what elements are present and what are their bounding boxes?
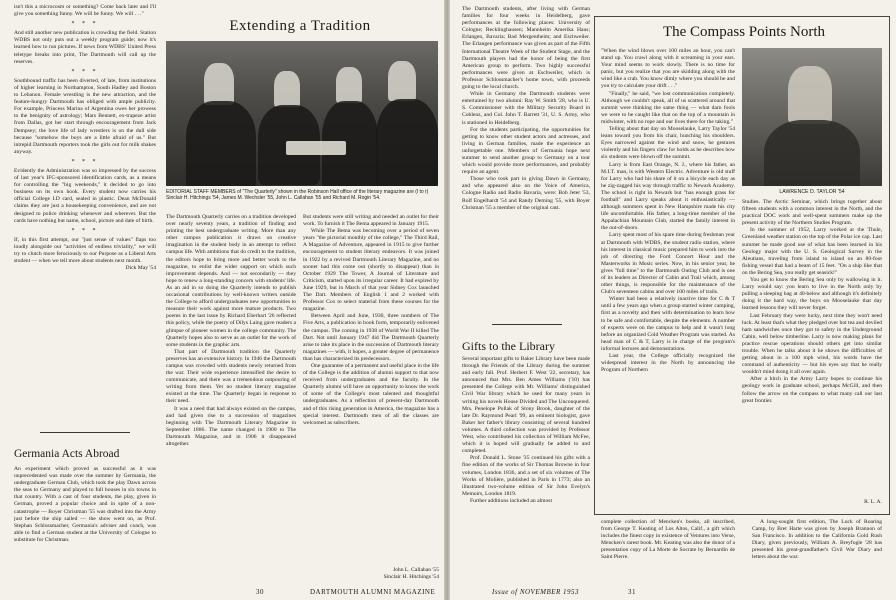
germania-continued-column [462,6,590,324]
extending-paragraph: That part of Dartmouth tradition the Quarterly preserves has an extensive history. In 1946 the Dartmouth campus was crowded with students newly returned from the war. Their wide experience intensified the desire to communicate, and there was a tremendous outpouring of writing from them. Yet no student literary magazine existed at the time. The Quarterly began in response to their need. [166,348,296,405]
gifts-paragraph: complete collection of Mencken's books, all inscribed, from George T. Keating of Los Altos, Calif., a gift which includes the finest copy in existence of Ventures into Verse, Mencken's rarest book. Mr. Keating was also the donor of a presentation copy of La Morte de Socrate by Bernardin de Saint Pierre. [601,519,735,561]
compass-paragraph: Winter had been a relatively inactive time for C & T until a few years ago when a group started winter camping, first as a novelty and then with determination to learn how to be safe and comfortable, despite the elements. A number of experts were on the campus to help and it wasn't long before an organized Cold Weather Program was started. As head man of C & T, Larry is in charge of the program's informal lectures and demonstrations. [601,296,735,352]
extending-signatures [303,567,439,583]
gifts-closing-column [752,519,882,581]
news-paragraph: isn't this a microcosm or something? Come back later and I'll give you something funny. We will be funny. We will . . ." [14,4,156,18]
section-separator: * * * [71,158,99,165]
germania-paragraph: Those who took part in giving Dawn in Germany, and who appeared also on the Voice of America, Cologne Radio and Radio Bavaria, were: Bob Jeter '53, Rolf Engelhardt '54 and Randy Deming '55, with Boyer Chrisman '55 a member of the original cast. [462,176,590,211]
page-number: 31 [628,588,636,596]
gifts-paragraph: Several important gifts to Baker Library have been made through the Friends of the Library during the summer and early fall. Prof. Herbert F. West '22, secretary, has announced that Mrs. Ben Ames Williams ('10) has presented the College with Mr. Williams' distinguished Civil War library which he used for many years in writing his novels House Divided and The Unconquered. Mrs. Penelope Pollak of Stony Brook, daughter of the late Dr. Raymond Pearl '99, an eminent biologist, gave Baker her father's library consisting of several hundred volumes. A third collection was provided by Professor West, who contributed his collection of William McFee, which it is hoped will gradually be added to and completed. [462,356,590,455]
germania-text: An experiment which proved as successful as it was unprecedented was made over the summer by Germania, the undergraduate German Club, which took the play Dawn across the seas to Germany and played to full houses in six towns in that country. With a cast of four students, the play, given in German, proved a popular choice and in spite of a non-catastrophe — Boyer Christman '55 was drafted into the Army just before the ship sailed — the show went on, as Prof. Stephan Schlossmacher, Germania's adviser and coach, was able to find a German student at the University of Cologne to substitute for Christman. [14,466,156,543]
extending-heading: Extending a Tradition [229,18,371,34]
quarterly-staff-photo [166,41,438,186]
extending-column-b [303,214,439,574]
compass-paragraph: Larry is from East Orange, N. J., where his father, an M.I.T. man, is with Western Electric. Adventure is old stuff for Larry who had his share of it on a bicycle each day as he zig-zagged his way through traffic to Newark Academy. The school is right in Newark but "has enough grass for football" and Larry speaks about it enthusiastically — although summers spent in New Hampshire made his city life uncomfortable. His father, a long-time member of the Appalachian Mountain Club, started the family interest in the out-of-doors. [601,161,735,232]
compass-paragraph: "When the wind blows over 100 miles an hour, you can't stand up. You crawl along with it screaming in your ears. Your mind seems to work slowly. There is no time for panic, but you realize that you are skidding along with the wind like a crab. You know dimly where you should be and you try to calculate your drift . . ." [601,48,735,90]
news-paragraph: Evidently the Administration was so impressed by the success of last year's IFC-sponsored identification cards, as a means for controlling the "big weekends," it decided to go into business on its own hook. Every student now carries his official College I.D card, sealed in plastic. Dean McDonald claims they are just a housekeeping convenience, and are not designed to police drinking whenever and wherever. But the cards have nothing but name, school, picture and date of birth. [14,167,156,224]
news-paragraph: If, in this first attempt, our "just sense of values" flaps too loudly alongside our "activities of endless triviality," we will try to clutch more ferociously to our Purpose as a Liberal Arts student — when we tell more about students next month. [14,236,156,265]
compass-paragraph: Larry spent most of his spare time during freshman year at Dartmouth with WDBS, the student radio station, where his interest in classical music prepared him to work into the job of directing the Ford Concert Hour and the Masterworks in Music series. Now, in his senior year, he gives "full time" to the Dartmouth Outing Club and is one of its leaders as Director of Cabin and Trail which, among other things, is responsible for the maintenance of the Club's seventeen cabins and over 100 miles of trails. [601,232,735,296]
news-paragraph: Southbound traffic has been diverted, of late, from institutions of higher learning in Northampton, South Hadley and Boston to Lebanon. Female wrestling is the new attraction, and the feature-hungry Dartmouth has obliged with ample publicity. For example, Princess Marina of Argentina owes her prowess to the benignity of astrology; Mars Bennett, ex-trapeze artist from Dallas, got her start through encouragement from Jack Dempsey; the love life of lady wrestlers is on the dull side because "somehow the boys are a little afraid of us." But intrepid Dartmouth reporters took the girls out for milk shakes anyway. [14,77,156,155]
gifts-paragraph: Further additions included an almost [470,497,553,504]
photo-caption: EDITORIAL STAFF MEMBERS of "The Quarterly" shown in the Robinson Hall office of the literary magazine are (l to r) Sinclair H. Hitchings '54, James M. Wechsler '55, John L. Callahan '55 and Richard M. Rogin '54. [166,189,429,202]
issue-date: Issue of NOVEMBER 1953 [492,588,580,596]
compass-paragraph: Last year, the College officially recognized the widespread interest in the North by announcing the Program of Northern [601,353,735,374]
compass-paragraph: Telling about that day on Mooselauke, Larry Taylor '54 leans toward you from his chair, hunching his shoulders. Eyes narrowed against the wind and snow, he gestures violently and his fingers claw for holds as he describes how six students were blown off the summit. [601,126,735,161]
page-number: 30 [256,588,264,596]
gifts-continued-column [601,519,735,581]
section-separator: * * * [71,68,99,75]
author-signature: Sinclair H. Hitchings '54 [383,574,439,581]
germania-paragraph: The Dartmouth students, after living with German families for four weeks in Heidelberg, gave performances at the following places: University of Cologne; Recklinghausen; Mannheim Amerika Haus; Erlangen, Bavaria; Bad Mergentheim; and Eschweiler. The Erlangen performance was given as part of the Fifth International Theatre Week of the Student Stage, and the Dartmouth players had the honor of being the first American group to perform. Two highly successful performances were given at Eschweiler, which is Professor Schlossmacher's home town, with proceeds going to the local church. [462,6,590,91]
author-signature: R. L. A. [864,499,882,505]
section-separator: * * * [71,21,99,28]
divider [492,324,562,325]
compass-paragraph: You get to know the Bering Sea only by wallowing in it. Larry would say: you learn to live in the North only by pulling a sleeping bag at 40-below and although it's definitely doing it the hard way, the boys on Mooselauke that day learned lessons they will never forget. [742,277,882,312]
extending-paragraph: While The Bema was becoming over a period of seven years "the pictorial monthly of the college," The Third Rail, A Magazine of Adventure, appeared in 1915 to give further encouragement to student literary endeavors. It was joined in 1922 by a revived Dartmouth Literary Magazine, and no sooner had this come out (shortly to disappear) than in October 1929 The Tower, A Journal of Literature and Criticism, started upon its irregular career. It had expired by June 1929, but in March of that year Sidney Cox launched The Dart. Members of English 1 and 2 worked with Professor Cox to select material from these courses for the magazine. [303,228,439,313]
extending-paragraph: But students were still writing and needed an outlet for their work. To furnish it The Bema appeared in January 1915. [303,214,439,228]
extending-paragraph: One guarantee of a permanent and useful place in the life of the College is the addition of alumni support to that now received from undergraduates and the faculty. In the Quarterly alumni will have an opportunity to know the work of some of the College's most talented and thoughtful undergraduates. As a reflection of present-day Dartmouth and of this rising generation in America, the magazine has a special interest. Dartmouth men of all the classes are welcomed as subscribers. [303,362,439,426]
taylor-portrait-photo [742,48,882,186]
germania-heading: Germania Acts Abroad [14,448,120,460]
gifts-paragraph: A long-sought first edition, The Luck of Roaring Camp, by Bret Harte was given by Joseph Brannon of San Francisco. In addition to the California Gold Rush Diary, given previously, William A. Breyfogle '28 has presented his great-grandfather's Civil War Diary and letters about the war. [752,519,882,561]
news-paragraph: And still another new publication is crowding the field. Station WDBS not only puts out a weekly program guide; now it's learned how to run pictures. If news from WDBS' United Press teletype breaks into print, The Dartmouth will call up the reserves. [14,30,156,65]
compass-column-b [742,199,882,497]
extending-paragraph: It was a need that had always existed on the campus, and had given rise to a succession of magazines beginning with The Dartmouth Literary Magazine in September 1886. The name changed in 1900 to The Dartmouth Magazine, and in 1906 it disappeared altogether. [166,405,296,447]
magazine-title: DARTMOUTH ALUMNI MAGAZINE [310,588,436,596]
compass-paragraph: Studies. The Arctic Seminar, which brings together about fifteen students with a common interest in the North, and the practical DOC work and well-spent summers make up the present activity of the Northern Studies Program. [742,199,882,227]
compass-paragraph: "Finally," he said, "we lost communication completely. Although we couldn't speak, all of us scattered around that summit were thinking the same thing — what darn fools we were to be caught like that on the top of a mountain in midwinter, with no rope and our lives there for the taking." [601,90,735,125]
portrait-caption: LAWRENCE D. TAYLOR '54 [779,189,845,195]
compass-heading: The Compass Points North [662,24,826,40]
compass-paragraph: After a hitch in the Army Larry hopes to continue his geology work in graduate school, perhaps McGill, and then follow the arrow on the compass to what many call our last great frontier. [742,376,882,404]
extending-paragraph: The Dartmouth Quarterly carries on a tradition developed over nearly seventy years, a tradition of finding and printing the best undergraduate writing. More than any other campus publication it draws on creative imagination in the student body in an attempt to reflect campus life. With ambitions that do credit to the tradition, the editors hope to bring more and better work to the magazine, to enlist the wider support on which such improvement depends. And — not secondarily — they hope to renew a long-standing concern with students' life. As an aid in so doing the Quarterly intends to publish occasional contributions by well-known writers outside the College to afford undergraduates new opportunities to measure their work against more mature products. Two poems in the last issue by Richard Eberhart '26 reflected this policy, while the poetry of Dilys Laing gave readers a glimpse of pioneer women in the college community. The Quarterly hopes also to serve as an outlet for the work of some students in the graphic arts. [166,214,296,348]
germania-paragraph: While in Germany the Dartmouth students were entertained by two alumni: Ray W. Smith '28, who is U. S. Commissioner with the Military Security Board in Coblenz, and Col. John T. Barrett '31, U. S. Army, who is stationed in Heidelberg. [462,91,590,126]
extending-paragraph: Between April and June, 1930, three numbers of The Five Arts, a publication in book form, temporarily enlivened the campus. The coming in 1938 of World War II killed The Dart. Not until January 1947 did The Dartmouth Quarterly arise to take its place in the succession of Dartmouth literary magazines — with, it hopes, a greater degree of permanence than has characterized its predecessors. [303,313,439,362]
compass-column-a [601,48,735,508]
author-signature: John L. Callahan '55 [392,567,439,573]
gifts-article [462,356,590,576]
left-column-news [14,4,156,389]
left-page [0,0,444,600]
gifts-paragraph: Prof. Donald L. Stone '35 continued his gifts with a fine edition of the works of Sir Thomas Browne in four volumes, London 1836, and a set of six volumes of The Works of Molière, published in Paris in 1773; also an illustrated two-volume edition of Sir John Evelyn's Memoirs, London 1819. [462,455,590,497]
compass-paragraph: Last February they were lucky, next time they won't need luck. At least that's what they pledged over hot tea and deviled ham sandwiches once they got to safety in the Underground Cabin, well below timberline. Larry is now making plans for practice rescue operations should others get into similar trouble. When he talks about it he shows the difficulties of getting about in a 100 mph wind, his words have the command of authenticity — but his eyes say that he really wouldn't mind doing it all over again. [742,312,882,376]
gifts-heading: Gifts to the Library [462,339,555,353]
section-separator: * * * [71,227,99,234]
compass-paragraph: In the summer of 1952, Larry worked at the Thule, Greenland weather station on the top of the Polar ice cap. Last summer he made good use of what has been learned in his Geology major with the U. S. Geological Survey in the Aleutians, traveling from island to island on an 80-foot fishing vessel that had a beam of 15 feet. "On a ship like that on the Bering Sea, you really get seasick!" [742,227,882,276]
divider [40,432,130,433]
author-signature: Dick May '54 [125,265,156,272]
compass-signature-wrap [742,499,882,508]
germania-article [14,466,156,584]
germania-paragraph: For the students participating, the opportunities for getting to know other student actors and actresses, and living in German families, made the experience an unforgettable one. Members of Germania hope next summer to send another group to Germany on a tour which would provide more performances, and probably require an agent. [462,126,590,176]
extending-column-a [166,214,296,574]
